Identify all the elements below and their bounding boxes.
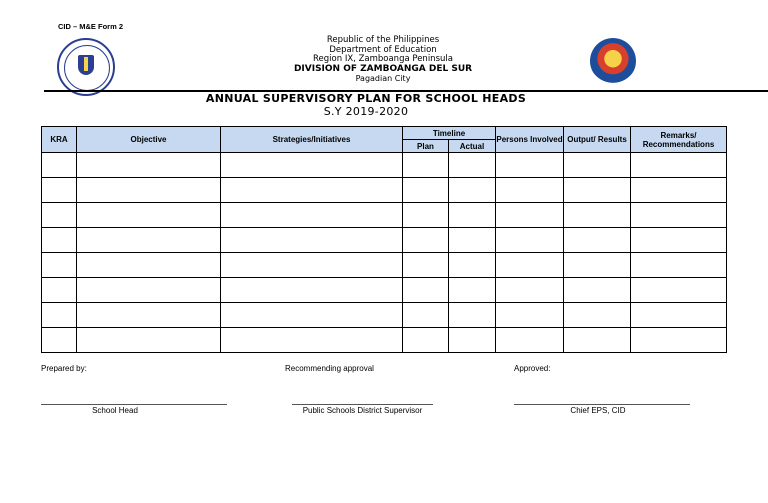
header-persons: Persons Involved	[496, 127, 564, 153]
table-row	[42, 328, 727, 353]
recommending-label: Recommending approval	[285, 364, 374, 373]
table-cell[interactable]	[403, 178, 449, 203]
table-row	[42, 203, 727, 228]
header-output: Output/ Results	[564, 127, 631, 153]
header-plan: Plan	[403, 140, 449, 153]
table-cell[interactable]	[77, 228, 221, 253]
header-kra: KRA	[42, 127, 77, 153]
table-cell[interactable]	[221, 303, 403, 328]
table-cell[interactable]	[221, 203, 403, 228]
table-cell[interactable]	[221, 153, 403, 178]
table-cell[interactable]	[42, 178, 77, 203]
table-row	[42, 228, 727, 253]
letterhead	[200, 36, 566, 84]
table-cell[interactable]	[77, 278, 221, 303]
table-cell[interactable]	[221, 278, 403, 303]
header-remarks: Remarks/ Recommendations	[631, 127, 727, 153]
table-cell[interactable]	[221, 253, 403, 278]
header-timeline: Timeline	[403, 127, 496, 140]
table-cell[interactable]	[77, 328, 221, 353]
table-cell[interactable]	[564, 178, 631, 203]
table-cell[interactable]	[449, 278, 496, 303]
supervisory-plan-table	[41, 126, 727, 353]
table-row	[42, 178, 727, 203]
table-cell[interactable]	[42, 303, 77, 328]
table-cell[interactable]	[42, 278, 77, 303]
table-cell[interactable]	[449, 303, 496, 328]
table-cell[interactable]	[221, 178, 403, 203]
region-line: Region IX, Zamboanga Peninsula	[313, 54, 453, 64]
form-id: CID – M&E Form 2	[58, 22, 124, 31]
table-cell[interactable]	[564, 328, 631, 353]
table-cell[interactable]	[42, 228, 77, 253]
table-row	[42, 278, 727, 303]
table-cell[interactable]	[631, 303, 727, 328]
table-cell[interactable]	[631, 228, 727, 253]
table-cell[interactable]	[449, 203, 496, 228]
table-cell[interactable]	[42, 328, 77, 353]
table-cell[interactable]	[631, 203, 727, 228]
table-cell[interactable]	[564, 278, 631, 303]
table-cell[interactable]	[449, 253, 496, 278]
division-line: DIVISION OF ZAMBOANGA DEL SUR	[293, 63, 473, 74]
header-strategies: Strategies/Initiatives	[221, 127, 403, 153]
department-line: Department of Education	[329, 44, 437, 55]
table-cell[interactable]	[42, 153, 77, 178]
city-line: Pagadian City	[355, 74, 411, 83]
school-head-signature-line	[41, 404, 227, 405]
table-row	[42, 303, 727, 328]
table-cell[interactable]	[564, 303, 631, 328]
table-cell[interactable]	[496, 203, 564, 228]
table-cell[interactable]	[564, 203, 631, 228]
table-cell[interactable]	[449, 328, 496, 353]
table-cell[interactable]	[631, 153, 727, 178]
table-cell[interactable]	[631, 328, 727, 353]
table-cell[interactable]	[631, 278, 727, 303]
table-cell[interactable]	[496, 178, 564, 203]
psds-label: Public Schools District Supervisor	[302, 406, 423, 415]
table-cell[interactable]	[564, 153, 631, 178]
table-cell[interactable]	[496, 253, 564, 278]
table-cell[interactable]	[403, 228, 449, 253]
table-cell[interactable]	[631, 178, 727, 203]
school-year: S.Y 2019-2020	[323, 105, 409, 118]
table-cell[interactable]	[403, 303, 449, 328]
table-cell[interactable]	[496, 303, 564, 328]
table-cell[interactable]	[42, 203, 77, 228]
chief-signature-line	[514, 404, 690, 405]
chief-label: Chief EPS, CID	[570, 406, 626, 415]
division-seal-icon	[590, 38, 636, 84]
table-cell[interactable]	[564, 228, 631, 253]
table-cell[interactable]	[403, 278, 449, 303]
table-cell[interactable]	[564, 253, 631, 278]
table-cell[interactable]	[403, 203, 449, 228]
table-cell[interactable]	[496, 153, 564, 178]
table-cell[interactable]	[449, 153, 496, 178]
table-cell[interactable]	[449, 228, 496, 253]
table-cell[interactable]	[77, 178, 221, 203]
table-cell[interactable]	[77, 253, 221, 278]
table-cell[interactable]	[496, 278, 564, 303]
header-actual: Actual	[449, 140, 496, 153]
table-row	[42, 253, 727, 278]
republic-line: Republic of the Philippines	[326, 35, 440, 45]
table-cell[interactable]	[42, 253, 77, 278]
psds-signature-line	[292, 404, 433, 405]
approved-label: Approved:	[514, 364, 551, 373]
table-cell[interactable]	[403, 328, 449, 353]
table-cell[interactable]	[403, 153, 449, 178]
header-objective: Objective	[77, 127, 221, 153]
table-cell[interactable]	[403, 253, 449, 278]
table-cell[interactable]	[496, 328, 564, 353]
prepared-by-label: Prepared by:	[41, 364, 87, 373]
page-title: ANNUAL SUPERVISORY PLAN FOR SCHOOL HEADS	[205, 92, 527, 105]
deped-seal-icon	[57, 38, 115, 96]
table-cell[interactable]	[221, 328, 403, 353]
table-cell[interactable]	[221, 228, 403, 253]
table-cell[interactable]	[449, 178, 496, 203]
table-cell[interactable]	[77, 153, 221, 178]
table-cell[interactable]	[77, 303, 221, 328]
school-head-label: School Head	[92, 406, 138, 415]
table-cell[interactable]	[77, 203, 221, 228]
table-cell[interactable]	[631, 253, 727, 278]
table-cell[interactable]	[496, 228, 564, 253]
table-row	[42, 153, 727, 178]
